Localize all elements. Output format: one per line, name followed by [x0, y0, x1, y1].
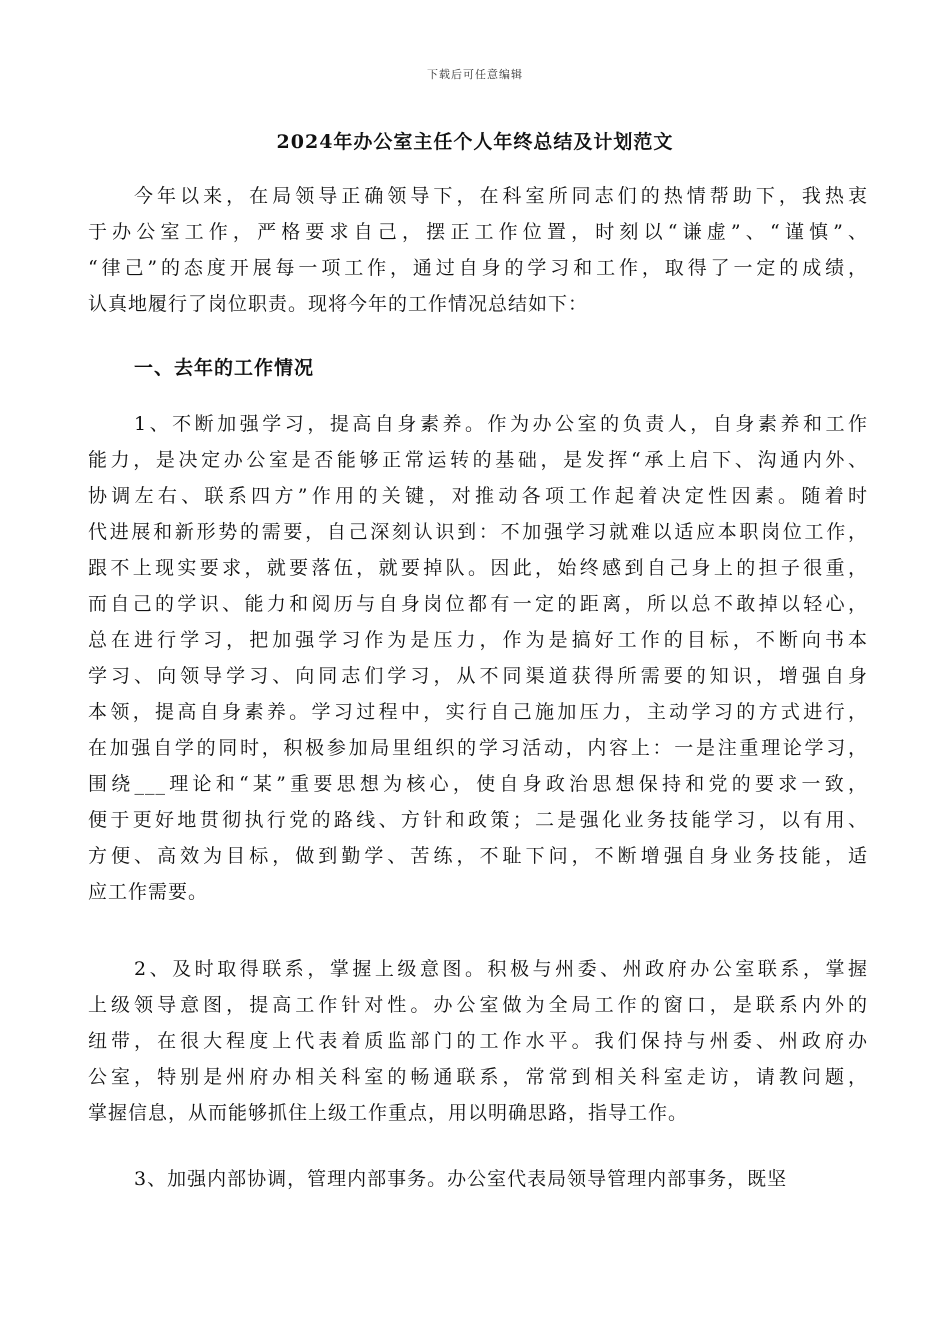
para1-line: 总在进行学习，把加强学习作为是压力，作为是搞好工作的目标，不断向书本: [88, 629, 868, 651]
para3-line: 3、加强内部协调，管理内部事务。办公室代表局领导管理内部事务，既坚: [134, 1168, 788, 1190]
para1-line: 能力，是决定办公室是否能够正常运转的基础，是发挥“承上启下、沟通内外、: [88, 449, 868, 471]
section-heading: 一、去年的工作情况: [134, 357, 315, 379]
para1-line: 协调左右、联系四方”作用的关键，对推动各项工作起着决定性因素。随着时: [88, 485, 868, 507]
intro-line: 认真地履行了岗位职责。现将今年的工作情况总结如下：: [88, 293, 589, 315]
para1-line: 便于更好地贯彻执行党的路线、方针和政策；二是强化业务技能学习，以有用、: [88, 809, 868, 831]
para2-line: 上级领导意图，提高工作针对性。办公室做为全局工作的窗口，是联系内外的: [88, 994, 868, 1016]
para2-line: 2、及时取得联系，掌握上级意图。积极与州委、州政府办公室联系，掌握: [134, 958, 868, 980]
paragraph-3: [88, 1161, 868, 1197]
para1-line: 跟不上现实要求，就要落伍，就要掉队。因此，始终感到自己身上的担子很重，: [88, 557, 868, 579]
intro-line: 于办公室工作，严格要求自己，摆正工作位置，时刻以“谦虚”、“谨慎”、: [88, 221, 868, 243]
paragraph-1: [88, 406, 868, 910]
para1-line: 而自己的学识、能力和阅历与自身岗位都有一定的距离，所以总不敢掉以轻心，: [88, 593, 868, 615]
header-note: 下载后可任意编辑: [427, 68, 523, 81]
intro-line: “律己”的态度开展每一项工作，通过自身的学习和工作，取得了一定的成绩，: [88, 257, 868, 279]
para1-line: 1、不断加强学习，提高自身素养。作为办公室的负责人，自身素养和工作: [134, 413, 868, 435]
intro-paragraph: [88, 178, 868, 322]
para1-line: 学习、向领导学习、向同志们学习，从不同渠道获得所需要的知识，增强自身: [88, 665, 868, 687]
paragraph-2: [88, 951, 868, 1131]
para1-line: 方便、高效为目标，做到勤学、苦练，不耻下问，不断增强自身业务技能，适: [88, 845, 868, 867]
para1-line: 代进展和新形势的需要，自己深刻认识到：不加强学习就难以适应本职岗位工作，: [88, 521, 868, 543]
para1-line: 应工作需要。: [88, 881, 209, 903]
para2-line: 掌握信息，从而能够抓住上级工作重点，用以明确思路，指导工作。: [88, 1102, 689, 1124]
para2-line: 公室，特别是州府办相关科室的畅通联系，常常到相关科室走访，请教问题，: [88, 1066, 868, 1088]
intro-line: 今年以来，在局领导正确领导下，在科室所同志们的热情帮助下，我热衷: [134, 185, 868, 207]
document-title: 2024年办公室主任个人年终总结及计划范文: [276, 131, 674, 153]
para1-line: 本领，提高自身素养。学习过程中，实行自己施加压力，主动学习的方式进行，: [88, 701, 868, 723]
para1-line: 围绕___理论和“某”重要思想为核心，使自身政治思想保持和党的要求一致，: [88, 773, 868, 795]
para2-line: 纽带，在很大程度上代表着质监部门的工作水平。我们保持与州委、州政府办: [88, 1030, 868, 1052]
para1-line: 在加强自学的同时，积极参加局里组织的学习活动，内容上：一是注重理论学习，: [88, 737, 868, 759]
